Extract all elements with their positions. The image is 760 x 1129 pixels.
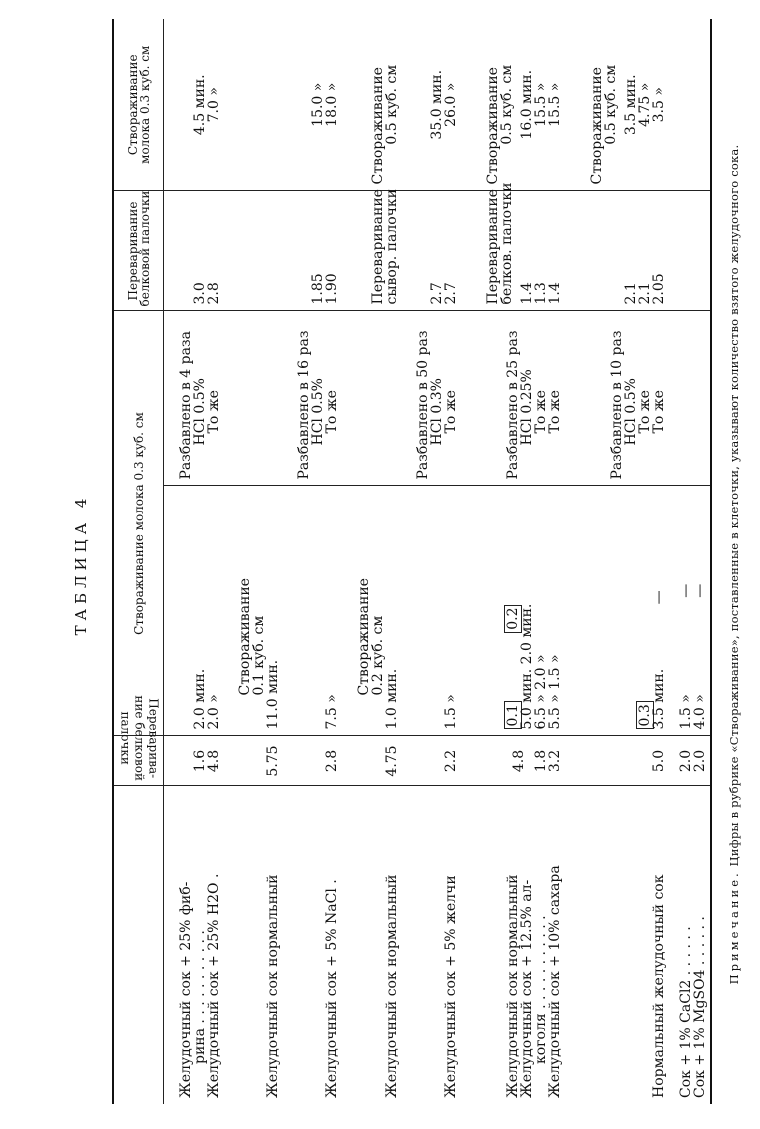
cell-dilution: Разбавлено в 4 раза HCl 0.5% То же <box>164 311 224 486</box>
cell-curdling-2 <box>224 19 283 191</box>
cell-digestion: 2.8 <box>283 736 342 786</box>
cell-curdling: 2.0 мин. 2.0 » <box>164 486 224 736</box>
boxed-volume: 0.1 <box>504 701 522 729</box>
cell-digestion: 2.0 2.0 <box>669 736 711 786</box>
cell-digestion: 2.2 <box>402 736 461 786</box>
header-col5: Переваривание белковой палочки <box>113 191 164 311</box>
cell-dilution: Разбавлено в 16 раз HCl 0.5% То же <box>283 311 342 486</box>
header-group: Створаживание молока 0.3 куб. см <box>113 311 164 736</box>
table-title: ТАБЛИЦА 4 <box>72 493 90 636</box>
cell-dilution: Разбавлено в 10 раз HCl 0.5% То же То же <box>565 311 669 486</box>
cell-digestion-2: Переваривание сывор. палочки <box>342 191 401 311</box>
cell-digestion-2 <box>669 191 711 311</box>
footnote-text: Цифры в рубрике «Створаживание», поставленные в клеточки, указывают количество взятого желудочного сока. <box>727 144 741 867</box>
cell-curdling-2: 4.5 мин. 7.0 » <box>164 19 224 191</box>
footnote-lead: Примечание. <box>727 870 741 985</box>
table-row <box>283 19 342 1104</box>
footnote <box>727 0 741 1129</box>
cell-curdling-2: Створаживание 0.5 куб. см 16.0 мин. 15.5 » 15.5 » <box>461 19 565 191</box>
cell-dilution: Разбавлено в 50 раз HCl 0.3% То же <box>402 311 461 486</box>
row-label: Желудочный сок + 5% желчи <box>442 875 459 1098</box>
table-row <box>565 19 669 1104</box>
cell-digestion-2: 2.1 2.1 2.05 <box>565 191 669 311</box>
cell-curdling-2: 15.0 » 18.0 » <box>283 19 342 191</box>
table-row <box>164 19 224 1104</box>
cell-curdling: Створаживание 0.2 куб. см 1.0 мин. <box>342 486 401 736</box>
cell-curdling-2: 35.0 мин. 26.0 » <box>402 19 461 191</box>
header-row <box>113 19 164 1104</box>
cell-digestion-2: Переваривание белков. палочки 1.4 1.3 1.4 <box>461 191 565 311</box>
cell-digestion-2: 1.85 1.90 <box>283 191 342 311</box>
boxed-volume: 0.2 <box>504 605 522 633</box>
cell-curdling: 1.5 » <box>402 486 461 736</box>
table-row <box>342 19 401 1104</box>
row-label: Желудочный сок нормальный Желудочный сок + 12.5% ал- коголя . . . . . . . . . . . Желудочный сок + 10% сахара <box>504 865 563 1098</box>
row-label: Желудочный сок + 5% NaCl . <box>324 879 341 1098</box>
cell-curdling-2: Створаживание 0.5 куб. см 3.5 мин. 4.75 » 3.5 » <box>565 19 669 191</box>
cell-dilution: Разбавлено в 25 раз HCl 0.25% То же То же <box>461 311 565 486</box>
cell-curdling-2 <box>669 19 711 191</box>
table-row <box>224 19 283 1104</box>
cell-dilution <box>669 311 711 486</box>
cell-curdling-2: Створаживание 0.5 куб. см <box>342 19 401 191</box>
cell-digestion: 4.8 1.8 3.2 <box>461 736 565 786</box>
row-label: Желудочный сок + 25% фиб- рина . . . . . . . . . . . Желудочный сок + 25% H2O . <box>177 873 222 1098</box>
table-row <box>669 19 711 1104</box>
cell-digestion-2 <box>224 191 283 311</box>
header-col2: Переварива- ние белковой палочки <box>113 736 164 786</box>
boxed-volume: 0.3 <box>636 701 654 729</box>
data-table <box>112 19 712 1104</box>
row-label: Желудочный сок нормальный <box>383 874 400 1098</box>
table-row <box>402 19 461 1104</box>
cell-digestion-2: 3.0 2.8 <box>164 191 224 311</box>
cell-digestion: 5.75 <box>224 736 283 786</box>
cell-curdling: 7.5 » <box>283 486 342 736</box>
cell-digestion: 5.0 <box>565 736 669 786</box>
cell-digestion: 1.6 4.8 <box>164 736 224 786</box>
cell-digestion-2: 2.7 2.7 <box>402 191 461 311</box>
cell-curdling: Створаживание 0.1 куб. см 11.0 мин. <box>224 486 283 736</box>
cell-dilution <box>342 311 401 486</box>
table-row <box>461 19 565 1104</box>
row-label: Желудочный сок нормальный <box>265 874 282 1098</box>
header-col6: Створаживание молока 0.3 куб. см <box>113 19 164 191</box>
cell-dilution <box>224 311 283 486</box>
cell-curdling: 1.5 » — 4.0 » — <box>669 486 711 736</box>
row-label: Нормальный желудочный сок <box>650 874 667 1098</box>
cell-curdling: 0.1 0.2 5.0 мин. 2.0 мин. 6.5 » 2.0 » 5.5 » 1.5 » <box>461 486 565 736</box>
cell-digestion: 4.75 <box>342 736 401 786</box>
row-label: Сок + 1% CaCl2 . . . . . . Сок + 1% MgSO4 . . . . . . <box>669 786 711 1104</box>
cell-curdling: 0.3 3.5 мин. — <box>565 486 669 736</box>
header-empty <box>113 786 164 1104</box>
